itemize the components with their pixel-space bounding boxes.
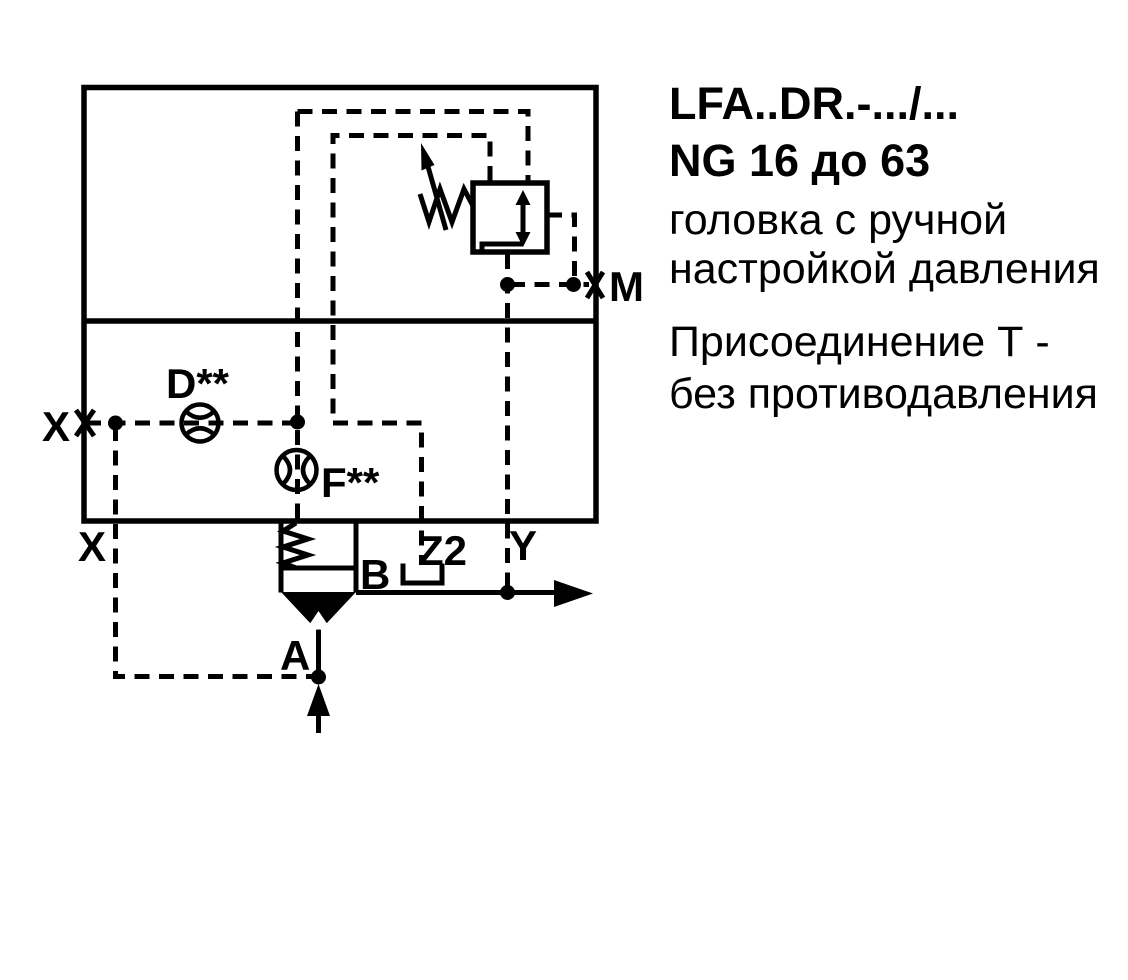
model-code-line: LFA..DR.-.../... [669, 78, 959, 129]
size-range-line: NG 16 до 63 [669, 135, 931, 186]
pilot-valve-arrow-head-up-icon [516, 190, 531, 205]
junction-dot [311, 670, 326, 685]
main-valve-spring-icon [283, 523, 308, 568]
description-line-2: настройкой давления [669, 245, 1100, 293]
junction-dot [566, 277, 581, 292]
pilot-line-outer-loop [298, 112, 529, 182]
label-port-x-lower: X [78, 523, 107, 570]
orifice-d-bottom-arc [186, 428, 214, 434]
control-cover-boundary [84, 88, 596, 522]
label-port-m: M [609, 263, 644, 310]
junction-dot [500, 585, 515, 600]
note-line-2: без противодавления [669, 370, 1098, 418]
pilot-valve-spring-icon [420, 189, 473, 222]
orifice-f-left-arc [284, 457, 291, 484]
a-flow-arrow-icon [307, 684, 330, 716]
note-line-1: Присоединение Т - [669, 318, 1050, 366]
junction-dot [108, 416, 123, 431]
description-line-1: головка с ручной [669, 196, 1008, 244]
pressure-adjust-arrow-head-icon [421, 143, 435, 171]
junction-dot [500, 277, 515, 292]
orifice-f-right-arc [303, 457, 310, 484]
label-port-y: Y [509, 522, 538, 569]
label-port-x-outer: X [42, 403, 71, 450]
b-flow-arrow-icon [554, 580, 593, 607]
label-port-z2: Z2 [418, 527, 468, 574]
label-orifice-d: D** [166, 360, 230, 407]
junction-dot [290, 415, 305, 430]
label-port-a: A [280, 632, 311, 679]
label-port-b: B [360, 551, 391, 598]
orifice-d-top-arc [186, 412, 214, 418]
pilot-line-valve-side [547, 215, 575, 280]
label-orifice-f: F** [321, 459, 380, 506]
